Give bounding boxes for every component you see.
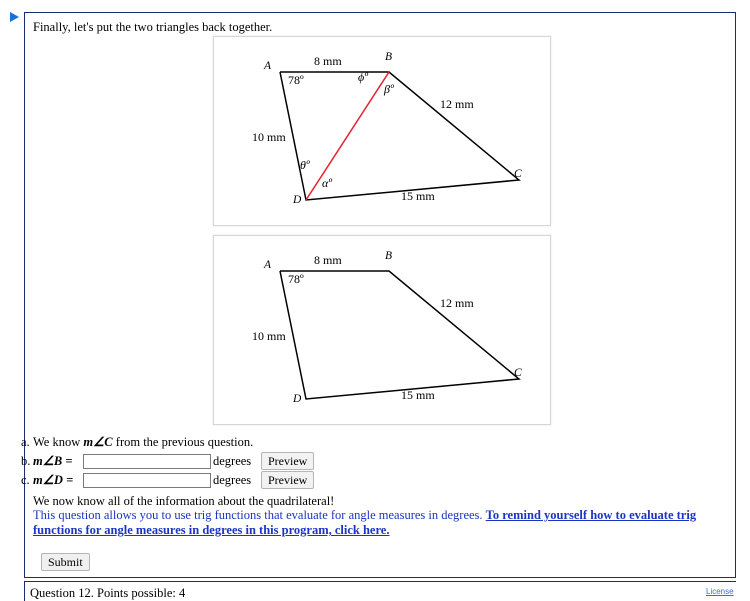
side-bc-label: 12 mm	[440, 296, 474, 310]
angle-d-input[interactable]	[83, 473, 211, 488]
side-ab-label: 8 mm	[314, 253, 342, 267]
degrees-label: degrees	[213, 454, 252, 468]
vertex-b-label: B	[385, 51, 393, 63]
question-footer	[24, 581, 736, 601]
degrees-label: degrees	[213, 473, 252, 487]
angle-theta-label: θº	[300, 158, 310, 172]
side-ab-label: 8 mm	[314, 54, 342, 68]
part-b	[21, 453, 735, 472]
part-letter: c.	[21, 473, 30, 487]
collapse-arrow-icon[interactable]	[10, 12, 19, 22]
trig-help-link[interactable]: To remind yourself how to evaluate trig functions for angle measures in degrees in this program, click here.	[33, 508, 697, 537]
part-letter: b.	[21, 454, 31, 468]
angle-a-label: 78º	[288, 73, 304, 87]
part-a-text: We know m∠C from the previous question.	[33, 435, 254, 449]
preview-button-d[interactable]: Preview	[261, 471, 314, 489]
vertex-d-label: D	[293, 393, 302, 405]
side-cd-label: 15 mm	[401, 388, 435, 402]
license-link[interactable]: License	[706, 587, 734, 596]
figure-quadrilateral	[213, 235, 551, 425]
question-info: Question 12. Points possible: 4	[30, 586, 186, 600]
side-bc-label: 12 mm	[440, 97, 474, 111]
side-ad-label: 10 mm	[252, 329, 286, 343]
quad-outline	[280, 72, 519, 200]
angle-b-label: m∠B =	[33, 454, 73, 468]
figure-quadrilateral-with-diagonal	[213, 36, 551, 226]
angle-phi-label: ϕº	[358, 70, 368, 84]
vertex-a-label: A	[264, 60, 272, 72]
angle-d-label: m∠D =	[33, 473, 74, 487]
side-ad-label: 10 mm	[252, 130, 286, 144]
summary-text: We now know all of the information about the quadrilateral!	[33, 494, 335, 508]
vertex-d-label: D	[293, 194, 302, 206]
vertex-c-label: C	[514, 168, 522, 180]
quad-outline	[280, 271, 519, 399]
submit-button[interactable]: Submit	[41, 553, 90, 571]
angle-beta-label: βº	[384, 82, 394, 96]
preview-button-b[interactable]: Preview	[261, 452, 314, 470]
part-letter: a.	[21, 435, 30, 449]
question-box	[21, 12, 736, 578]
angle-alpha-label: αº	[322, 176, 333, 190]
vertex-b-label: B	[385, 250, 393, 262]
angle-a-label: 78º	[288, 272, 304, 286]
angle-c-math: m∠C	[83, 435, 113, 449]
question-intro: Finally, let's put the two triangles back together.	[33, 20, 273, 34]
angle-b-input[interactable]	[83, 454, 211, 469]
part-c	[21, 472, 735, 491]
vertex-a-label: A	[264, 259, 272, 271]
question-parts	[21, 434, 735, 491]
vertex-c-label: C	[514, 367, 522, 379]
hint-text: This question allows you to use trig functions that evaluate for angle measures in degrees. To remind yourself how to evaluate trig functions for angle measures in degrees in this program, click here.	[33, 508, 697, 537]
diagonal-bd	[306, 72, 389, 200]
part-a	[21, 434, 735, 453]
side-cd-label: 15 mm	[401, 189, 435, 203]
